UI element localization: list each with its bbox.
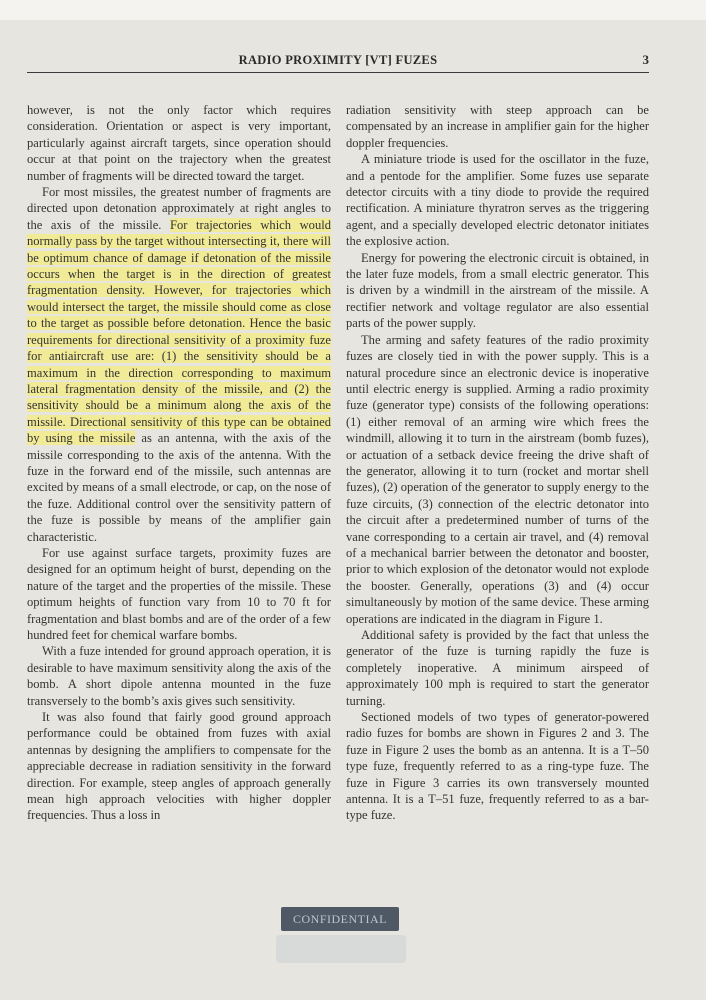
paragraph: A miniature triode is used for the oscillator in the fuze, and a pentode for the amplifier. Some fuzes use separate detector circuits with a tiny diode to provide the required rectification. A miniature thyratron serves as the triggering agent, and a specially developed electric detonator initiates the explosive action. <box>346 152 649 249</box>
paragraph: The arming and safety features of the radio proximity fuzes are closely tied in with the power supply. This is a natural procedure since an electronic device is inoperative until electric energy is supplied. Arming a radio proximity fuze (generator type) consists of the following operations: (1) either removal of an arming wire which frees the windmill, allowing it to turn in the airstream (bomb fuzes), or actuation of a setback device freeing the drive shaft of the generator, allowing it to turn (rocket and mortar shell fuzes), (2) operation of the generator to supply energy to the fuze circuits, (3) connection of the electric detonator into the circuit after a predetermined number of turns of the vane corresponding to a certain air travel, and (4) removal of a mechanical barrier between the detonator and booster, prior to which explosion of the detonator would not explode the booster. Generally, operations (3) and (4) occur simultaneously by motion of the same device. These arming operations are indicated in the diagram in Figure 1. <box>346 332 649 626</box>
page-number: 3 <box>642 52 649 67</box>
paragraph: For use against surface targets, proximity fuzes are designed for an optimum height of burst, depending on the nature of the target and the properties of the missile. These optimum heights of function vary from 10 to 70 ft for fragmentation and blast bombs and are of the order of a few hundred feet for chemical warfare bombs. <box>27 545 331 642</box>
top-band <box>0 0 706 20</box>
document-page <box>0 20 706 1000</box>
running-header <box>27 50 649 73</box>
paragraph: Sectioned models of two types of generator-powered radio fuzes for bombs are shown in Figures 2 and 3. The fuze in Figure 2 uses the bomb as an antenna. It is a T–50 type fuze, frequently referred to as a ring-type fuze. The fuze in Figure 3 carries its own transversely mounted antenna. It is a T–51 fuze, frequently referred to as a bar-type fuze. <box>346 710 649 823</box>
paragraph-text: For most missiles, the greatest number of fragments are directed upon detonation approximately at right angles to the axis of the missile. <box>27 185 331 232</box>
paragraph <box>27 184 331 545</box>
right-column <box>346 102 649 824</box>
left-column <box>27 102 331 824</box>
confidential-stamp: CONFIDENTIAL <box>281 907 399 931</box>
paragraph: radiation sensitivity with steep approach can be compensated by an increase in amplifier gain for the higher doppler frequencies. <box>346 103 649 150</box>
paragraph: Energy for powering the electronic circuit is obtained, in the later fuze models, from a small electric generator. This is driven by a windmill in the airstream of the missile. A rectifier network and voltage regulator are also essential parts of the power supply. <box>346 250 649 331</box>
paragraph: It was also found that fairly good ground approach performance could be obtained from fuzes with axial antennas by designing the amplifiers to compensate for the appreciable decrease in radiation sensitivity in the forward direction. For example, steep angles of approach generally mean high approach velocities with higher doppler frequencies. Thus a loss in <box>27 710 331 823</box>
paragraph: however, is not the only factor which requires consideration. Orientation or aspect is very important, particularly against aircraft targets, since operation should occur at that point on the trajectory when the greatest number of fragments will be directed toward the target. <box>27 103 331 183</box>
paragraph-text: as an antenna, with the axis of the missile corresponding to the axis of the antenna. With the fuze in the forward end of the missile, such antennas are excited by means of a small electrode, or cap, on the nose of the fuze. Additional control over the sensitivity pattern of the fuze is possible by means of the amplifier gain characteristic. <box>27 431 331 544</box>
header-title: RADIO PROXIMITY [VT] FUZES <box>238 53 438 67</box>
highlighted-text: For trajectories which would normally pass by the target without intersecting it, there will be optimum chance of damage if detonation of the missile occurs when the target is in the direction of greatest fragmentation density. However, for trajectories which would intersect the target, the missile should come as close to the target as possible before detonation. Hence the basic requirements for directional sensitivity of a proximity fuze for antiaircraft use are: (1) the sensitivity should be a maximum in the direction corresponding to maximum lateral fragmentation density of the missile, and (2) the sensitivity should be a minimum along the axis of the missile. Directional sensitivity of this type can be obtained by using the missile <box>27 217 331 446</box>
stamp-smudge <box>276 935 406 963</box>
paragraph: With a fuze intended for ground approach operation, it is desirable to have maximum sensitivity along the axis of the bomb. A short dipole antenna mounted in the fuze transversely to the bomb’s axis gives such sensitivity. <box>27 644 331 708</box>
paragraph: Additional safety is provided by the fact that unless the generator of the fuze is turning rapidly the fuze is completely inoperative. A minimum airspeed of approximately 100 mph is required to start the generator turning. <box>346 628 649 708</box>
